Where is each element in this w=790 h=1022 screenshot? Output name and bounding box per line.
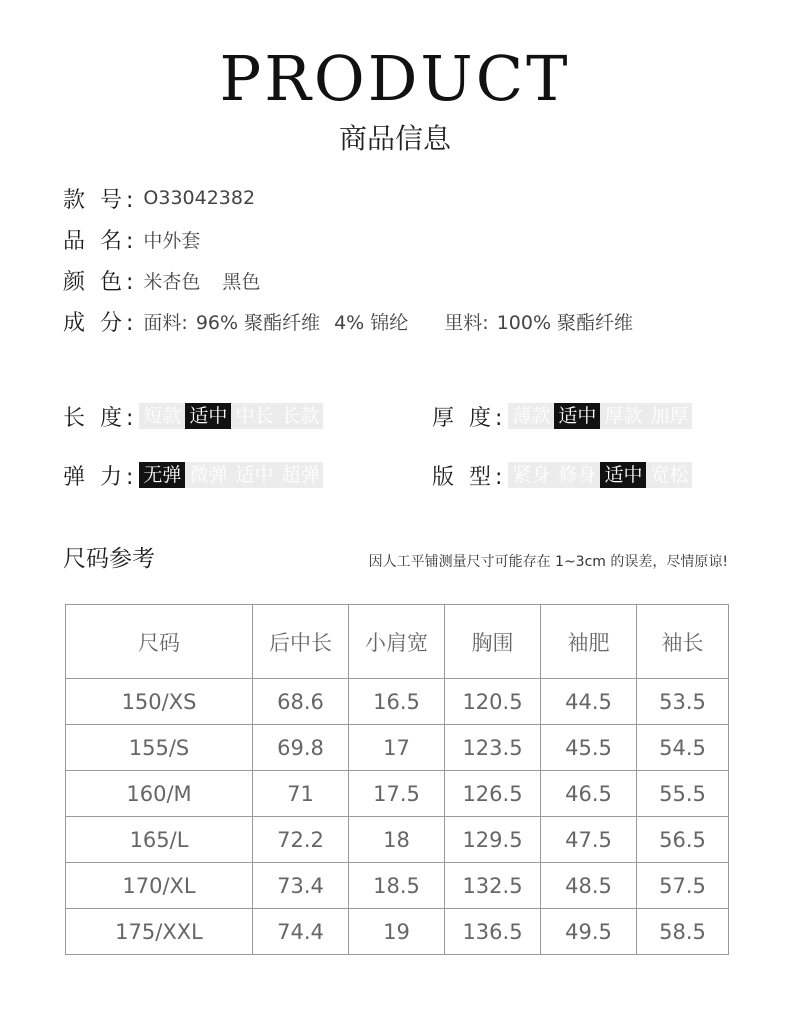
material-label: 成 分: xyxy=(63,310,138,336)
table-cell: 18.5 xyxy=(349,863,445,909)
table-cell: 47.5 xyxy=(541,817,637,863)
attribute-option: 中长 xyxy=(231,403,277,429)
size-chart-table xyxy=(65,604,729,955)
table-cell: 17 xyxy=(349,725,445,771)
attribute-option: 短款 xyxy=(139,403,185,429)
attribute-option-selected: 适中 xyxy=(600,462,646,488)
attribute-option: 宽松 xyxy=(646,462,692,488)
attribute-option: 紧身 xyxy=(508,462,554,488)
attribute-option: 微弹 xyxy=(185,462,231,488)
table-cell: 54.5 xyxy=(637,725,729,771)
style-number-label: 款 号: xyxy=(63,187,138,213)
table-cell: 160/M xyxy=(66,771,253,817)
table-row xyxy=(66,909,729,955)
attribute-option: 超弹 xyxy=(277,462,323,488)
page-title: PRODUCT xyxy=(219,42,571,115)
color-option: 米杏色 xyxy=(143,270,201,293)
color-option: 黑色 xyxy=(222,270,261,293)
table-cell: 46.5 xyxy=(541,771,637,817)
table-cell: 72.2 xyxy=(253,817,349,863)
column-header: 后中长 xyxy=(253,605,349,679)
attribute-option: 厚款 xyxy=(600,403,646,429)
attribute-label: 弹 力: xyxy=(63,464,138,490)
attribute-fit xyxy=(432,459,692,491)
table-cell: 48.5 xyxy=(541,863,637,909)
table-cell: 53.5 xyxy=(637,679,729,725)
column-header: 袖长 xyxy=(637,605,729,679)
style-number-value: O33042382 xyxy=(143,187,256,209)
table-cell: 45.5 xyxy=(541,725,637,771)
attribute-label: 长 度: xyxy=(63,405,138,431)
table-header-row xyxy=(66,605,729,679)
attribute-option-selected: 适中 xyxy=(554,403,600,429)
attribute-option-selected: 适中 xyxy=(185,403,231,429)
column-header: 尺码 xyxy=(66,605,253,679)
size-chart-note: 因人工平铺测量尺寸可能存在 1~3cm 的误差，尽情原谅! xyxy=(368,554,728,570)
table-cell: 19 xyxy=(349,909,445,955)
product-name-label: 品 名: xyxy=(63,228,138,254)
table-cell: 44.5 xyxy=(541,679,637,725)
table-cell: 132.5 xyxy=(445,863,541,909)
table-cell: 129.5 xyxy=(445,817,541,863)
shell-fabric-part: 4% 锦纶 xyxy=(334,311,409,334)
table-cell: 136.5 xyxy=(445,909,541,955)
style-number-row xyxy=(63,182,255,214)
table-cell: 56.5 xyxy=(637,817,729,863)
table-row xyxy=(66,771,729,817)
table-cell: 58.5 xyxy=(637,909,729,955)
shell-fabric-label: 面料: xyxy=(143,311,188,334)
attribute-option-selected: 无弹 xyxy=(139,462,185,488)
table-cell: 16.5 xyxy=(349,679,445,725)
table-cell: 155/S xyxy=(66,725,253,771)
column-header: 袖肥 xyxy=(541,605,637,679)
shell-fabric-part: 96% 聚酯纤维 xyxy=(195,311,321,334)
size-chart-title: 尺码参考 xyxy=(63,546,155,572)
attribute-elasticity xyxy=(63,459,323,491)
attribute-label: 厚 度: xyxy=(432,405,507,431)
product-name-value: 中外套 xyxy=(143,229,201,252)
table-cell: 57.5 xyxy=(637,863,729,909)
table-cell: 120.5 xyxy=(445,679,541,725)
table-cell: 18 xyxy=(349,817,445,863)
product-name-row xyxy=(63,223,200,255)
table-cell: 175/XXL xyxy=(66,909,253,955)
table-cell: 17.5 xyxy=(349,771,445,817)
page-subtitle: 商品信息 xyxy=(338,122,451,155)
attribute-length xyxy=(63,400,323,432)
table-row xyxy=(66,863,729,909)
attribute-thickness xyxy=(432,400,692,432)
attribute-option: 适中 xyxy=(231,462,277,488)
lining-label: 里料: xyxy=(444,311,489,334)
attribute-label: 版 型: xyxy=(432,464,507,490)
table-row xyxy=(66,679,729,725)
table-row xyxy=(66,725,729,771)
attribute-option: 长款 xyxy=(277,403,323,429)
table-cell: 73.4 xyxy=(253,863,349,909)
material-row xyxy=(63,305,633,337)
attribute-option: 加厚 xyxy=(646,403,692,429)
table-cell: 123.5 xyxy=(445,725,541,771)
column-header: 小肩宽 xyxy=(349,605,445,679)
table-cell: 69.8 xyxy=(253,725,349,771)
table-cell: 150/XS xyxy=(66,679,253,725)
table-cell: 68.6 xyxy=(253,679,349,725)
column-header: 胸围 xyxy=(445,605,541,679)
attribute-option: 薄款 xyxy=(508,403,554,429)
table-row xyxy=(66,817,729,863)
table-cell: 165/L xyxy=(66,817,253,863)
color-row xyxy=(63,264,260,296)
table-cell: 55.5 xyxy=(637,771,729,817)
lining-value: 100% 聚酯纤维 xyxy=(496,311,634,334)
color-label: 颜 色: xyxy=(63,269,138,295)
table-cell: 71 xyxy=(253,771,349,817)
attribute-option: 修身 xyxy=(554,462,600,488)
table-cell: 126.5 xyxy=(445,771,541,817)
table-cell: 74.4 xyxy=(253,909,349,955)
table-cell: 49.5 xyxy=(541,909,637,955)
table-cell: 170/XL xyxy=(66,863,253,909)
